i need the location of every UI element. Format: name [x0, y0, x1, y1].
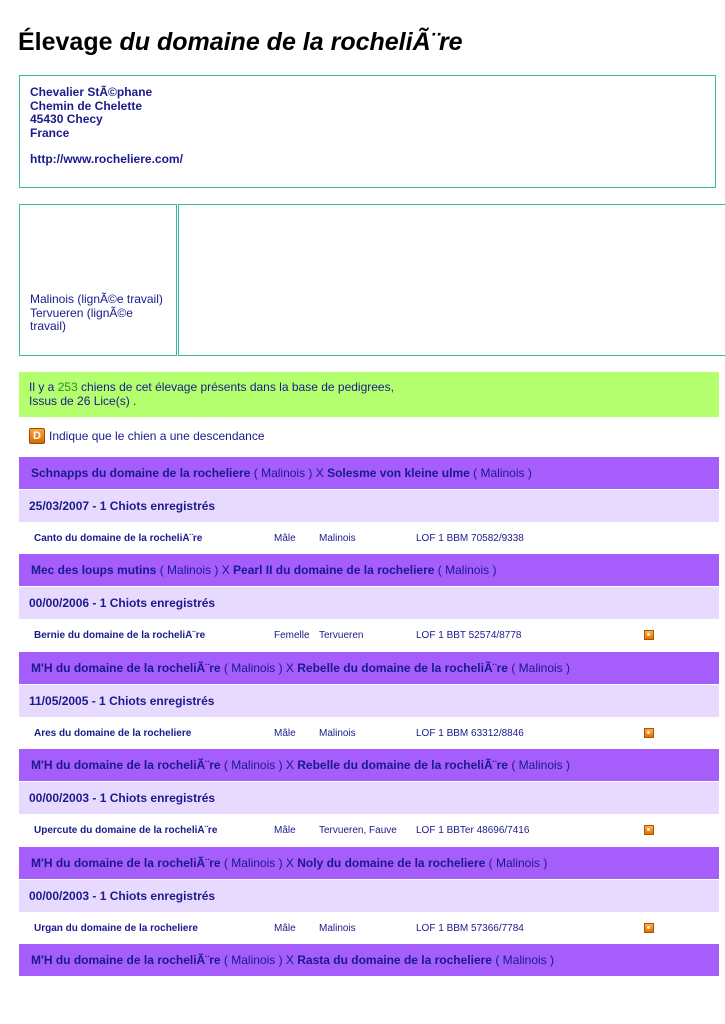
- sire-breed: ( Malinois ): [220, 953, 286, 967]
- litter-date: 00/00/2003 - 1 Chiots enregistrés: [29, 889, 216, 903]
- owner-name: Chevalier StÃ©phane: [30, 85, 153, 99]
- table-row: [19, 814, 719, 846]
- parents-row: [19, 457, 719, 489]
- litter-date: 11/05/2005 - 1 Chiots enregistrés: [29, 694, 215, 708]
- title-prefix: Élevage: [18, 28, 120, 56]
- photo-box: [178, 204, 725, 356]
- litter-date-row: [19, 490, 719, 522]
- table-row: [19, 717, 719, 749]
- puppy-name-link[interactable]: Ares du domaine de la rocheliere: [34, 727, 192, 739]
- sire-breed: ( Malinois ): [220, 661, 286, 675]
- puppy-breed: Malinois: [319, 727, 356, 739]
- parents-row: [19, 847, 719, 879]
- parents-row: [19, 652, 719, 684]
- puppy-lof: LOF 1 BBM 57366/7784: [416, 922, 524, 934]
- dam-link[interactable]: Rebelle du domaine de la rocheliÃ¨re: [297, 758, 508, 772]
- stats-prefix: Il y a: [29, 380, 58, 394]
- breed-tervueren-cont: travail): [30, 319, 67, 333]
- sire-link[interactable]: M'H du domaine de la rocheliÃ¨re: [31, 856, 221, 870]
- sire-breed: ( Malinois ): [250, 466, 316, 480]
- stats-suffix: chiens de cet élevage présents dans la base de pedigrees,: [77, 380, 394, 394]
- city: 45430 Checy: [30, 112, 103, 126]
- descendance-icon[interactable]: [644, 728, 654, 738]
- dam-link[interactable]: Pearl II du domaine de la rocheliere: [233, 563, 435, 577]
- cross-mark: X: [285, 856, 298, 870]
- legend: [29, 428, 265, 444]
- litter-date-row: [19, 685, 719, 717]
- cross-mark: X: [285, 953, 298, 967]
- dam-breed: ( Malinois ): [469, 466, 532, 480]
- page-title: [18, 28, 463, 57]
- kennel-name: du domaine de la rocheliÃ¨re: [119, 28, 463, 56]
- puppy-sex: Mâle: [274, 824, 296, 836]
- cross-mark: X: [315, 466, 328, 480]
- dam-link[interactable]: Rasta du domaine de la rocheliere: [297, 953, 492, 967]
- table-row: [19, 522, 719, 554]
- cross-mark: X: [221, 563, 234, 577]
- dam-breed: ( Malinois ): [507, 758, 570, 772]
- address-box: [19, 75, 716, 188]
- table-row: [19, 912, 719, 944]
- descendance-icon: D: [29, 428, 45, 444]
- dam-breed: ( Malinois ): [485, 856, 548, 870]
- cross-mark: X: [285, 661, 298, 675]
- sire-breed: ( Malinois ): [156, 563, 222, 577]
- sire-link[interactable]: M'H du domaine de la rocheliÃ¨re: [31, 953, 221, 967]
- dog-count: 253: [57, 380, 78, 394]
- sire-link[interactable]: M'H du domaine de la rocheliÃ¨re: [31, 758, 221, 772]
- street: Chemin de Chelette: [30, 98, 143, 113]
- dam-link[interactable]: Rebelle du domaine de la rocheliÃ¨re: [297, 661, 508, 675]
- litter-date-row: [19, 880, 719, 912]
- website-link[interactable]: http://www.rocheliere.com/: [30, 152, 183, 166]
- litter-date: 25/03/2007 - 1 Chiots enregistrés: [29, 499, 216, 513]
- puppy-breed: Malinois: [319, 922, 356, 934]
- puppy-lof: LOF 1 BBTer 48696/7416: [416, 824, 530, 836]
- descendance-icon[interactable]: [644, 825, 654, 835]
- table-row: [19, 619, 719, 651]
- puppy-lof: LOF 1 BBM 63312/8846: [416, 727, 524, 739]
- sire-link[interactable]: M'H du domaine de la rocheliÃ¨re: [31, 661, 221, 675]
- puppy-sex: Mâle: [274, 922, 296, 934]
- puppy-sex: Mâle: [274, 532, 296, 544]
- legend-text: Indique que le chien a une descendance: [49, 429, 265, 443]
- breeds-box: [19, 204, 177, 356]
- puppy-lof: LOF 1 BBM 70582/9338: [416, 532, 524, 544]
- sire-link[interactable]: Schnapps du domaine de la rocheliere: [31, 466, 251, 480]
- puppy-breed: Tervueren, Fauve: [319, 824, 397, 836]
- litter-date: 00/00/2003 - 1 Chiots enregistrés: [29, 791, 216, 805]
- puppy-breed: Tervueren: [319, 629, 364, 641]
- sire-breed: ( Malinois ): [220, 758, 286, 772]
- sire-breed: ( Malinois ): [220, 856, 286, 870]
- litter-date-row: [19, 782, 719, 814]
- dam-breed: ( Malinois ): [491, 953, 554, 967]
- puppy-breed: Malinois: [319, 532, 356, 544]
- puppy-sex: Mâle: [274, 727, 296, 739]
- descendance-icon[interactable]: [644, 923, 654, 933]
- dam-link[interactable]: Solesme von kleine ulme: [327, 466, 470, 480]
- parents-row: [19, 749, 719, 781]
- breed-tervueren: Tervueren (lignÃ©e: [30, 305, 133, 320]
- puppy-name-link[interactable]: Bernie du domaine de la rocheliÃ¨re: [34, 629, 206, 641]
- parents-row: [19, 554, 719, 586]
- puppy-name-link[interactable]: Urgan du domaine de la rocheliere: [34, 922, 198, 934]
- parents-row: [19, 944, 719, 976]
- dam-breed: ( Malinois ): [434, 563, 497, 577]
- dam-breed: ( Malinois ): [507, 661, 570, 675]
- descendance-icon[interactable]: [644, 630, 654, 640]
- litter-date-row: [19, 587, 719, 619]
- puppy-name-link[interactable]: Upercute du domaine de la rocheliÃ¨re: [34, 824, 218, 836]
- puppy-name-link[interactable]: Canto du domaine de la rocheliÃ¨re: [34, 532, 203, 544]
- sire-link[interactable]: Mec des loups mutins: [31, 563, 157, 577]
- cross-mark: X: [285, 758, 298, 772]
- puppy-lof: LOF 1 BBT 52574/8778: [416, 629, 522, 641]
- country: France: [30, 125, 70, 140]
- puppy-sex: Femelle: [274, 629, 310, 641]
- stats-banner: [19, 372, 719, 417]
- litter-date: 00/00/2006 - 1 Chiots enregistrés: [29, 596, 216, 610]
- dam-link[interactable]: Noly du domaine de la rocheliere: [297, 856, 486, 870]
- breed-malinois: Malinois (lignÃ©e travail): [30, 292, 163, 306]
- lice-count: Issus de 26 Lice(s) .: [29, 393, 137, 408]
